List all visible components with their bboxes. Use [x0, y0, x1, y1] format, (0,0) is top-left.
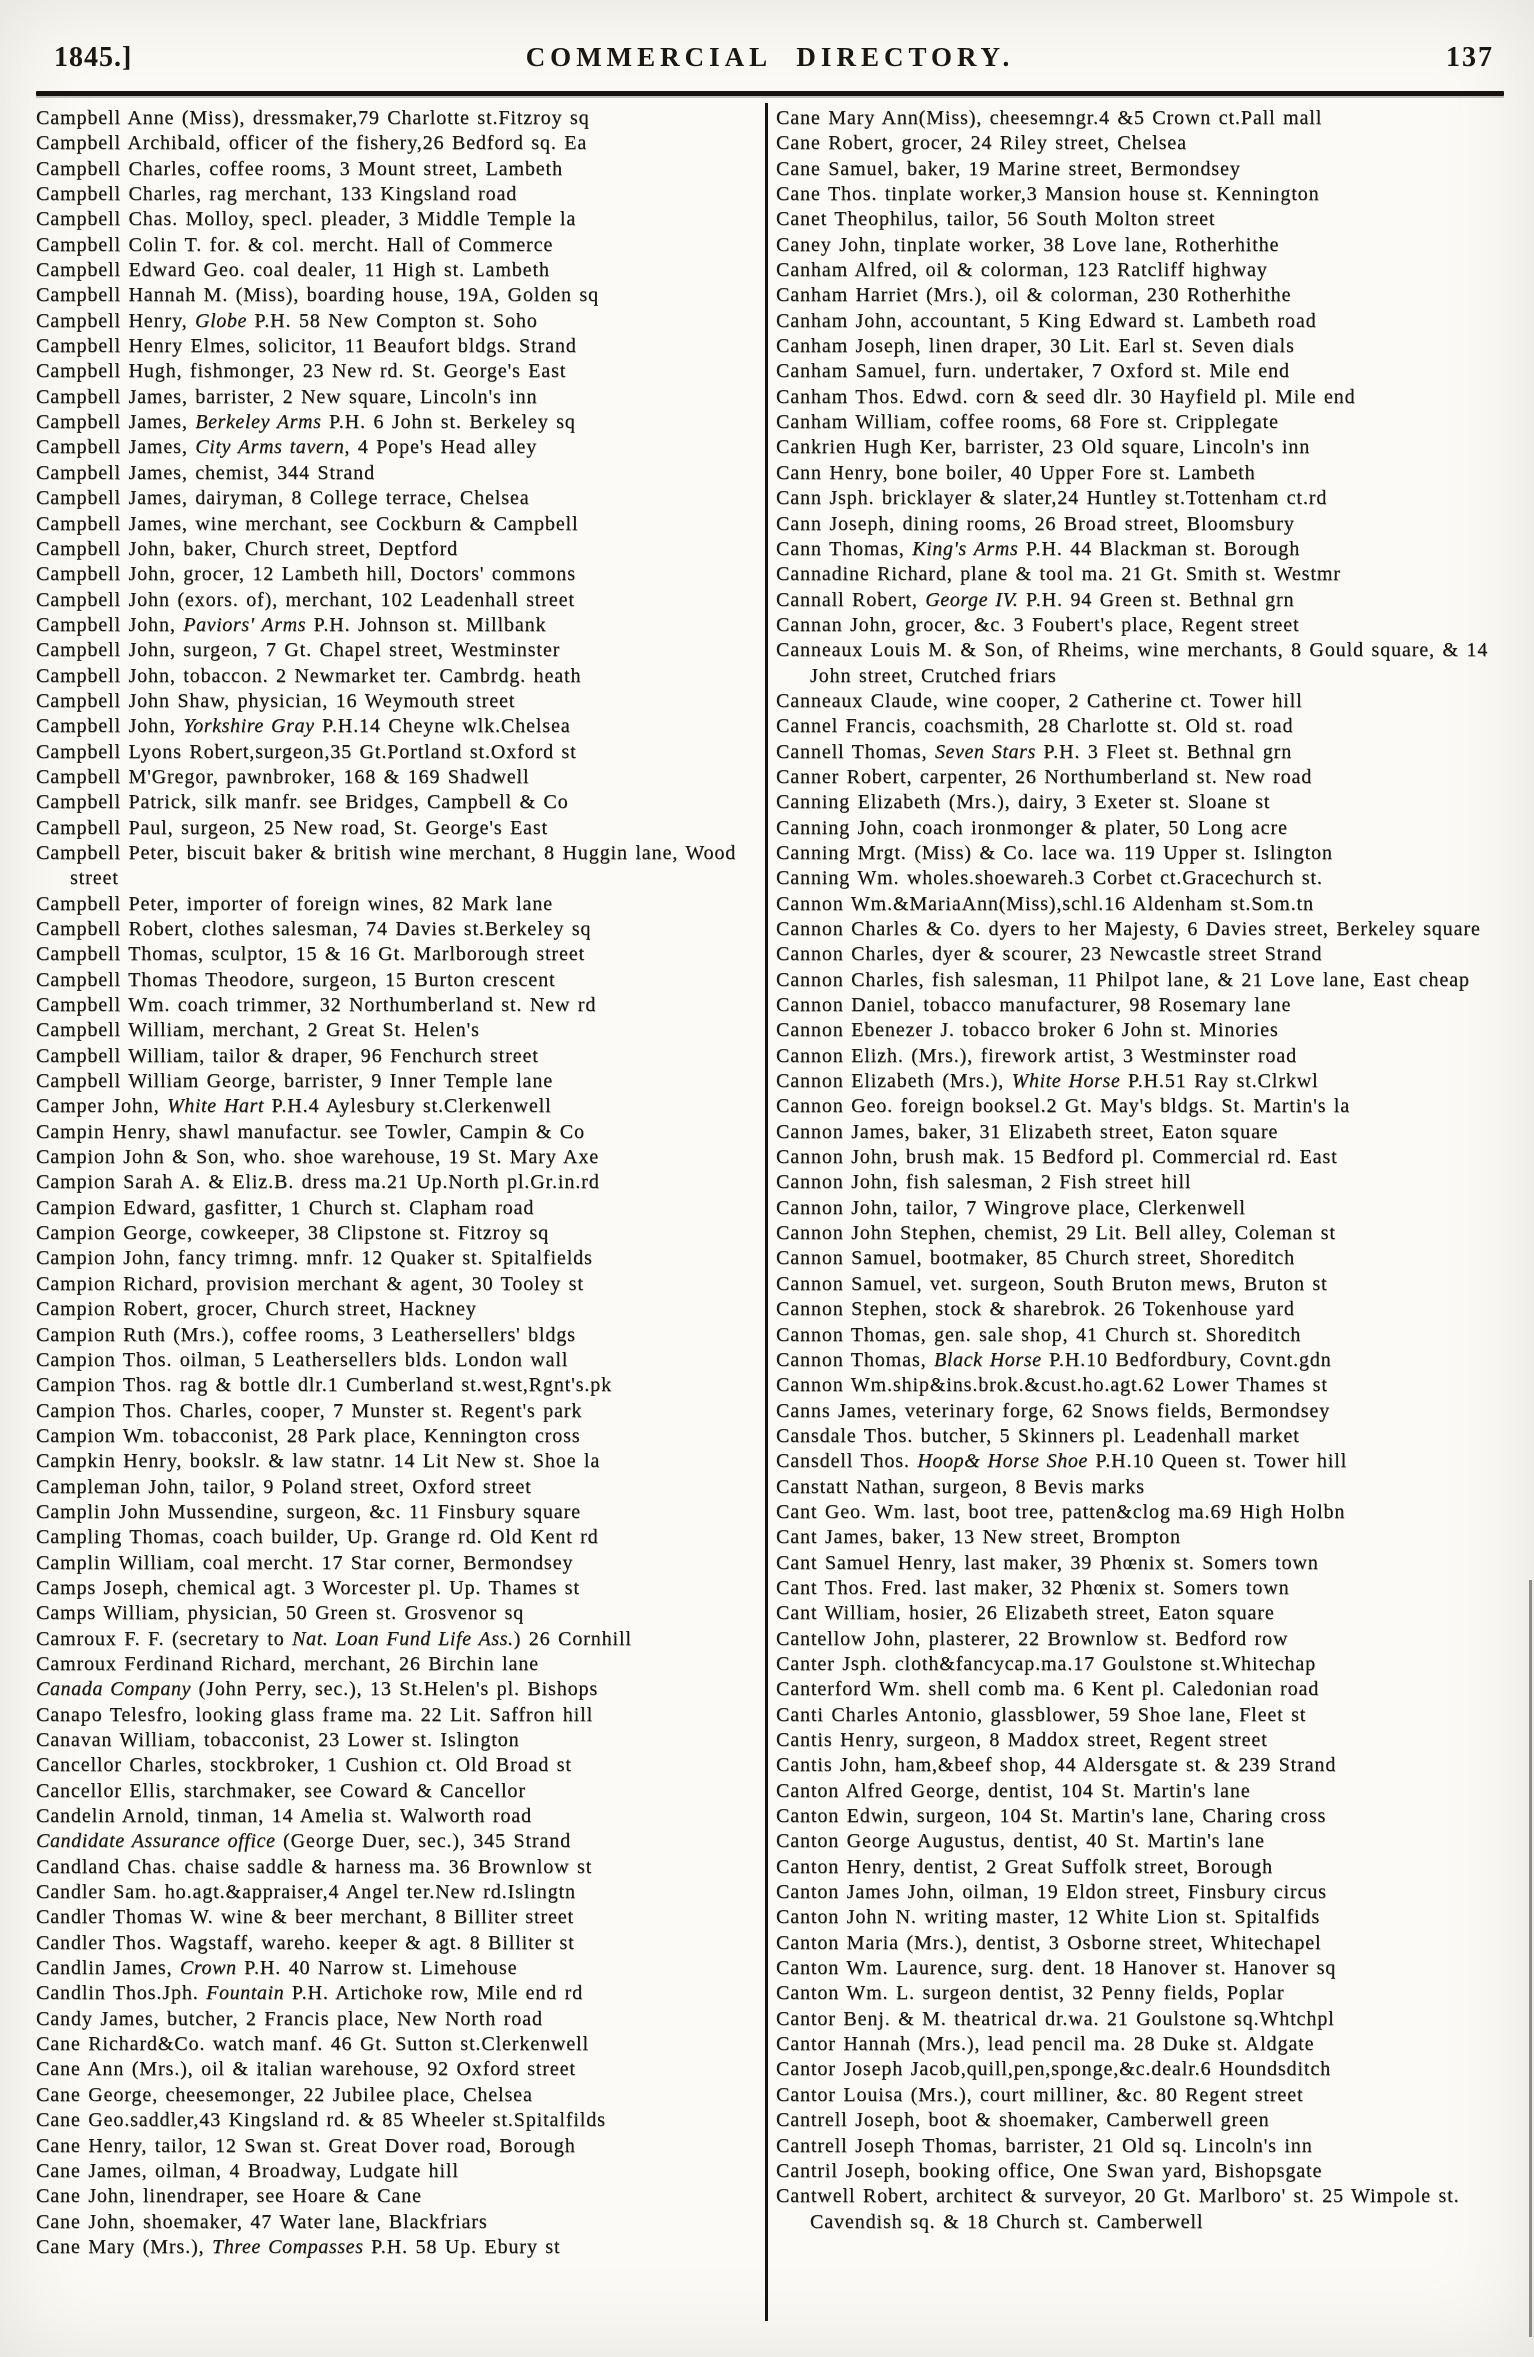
directory-entry: Cane Robert, grocer, 24 Riley street, Chelsea: [776, 132, 1187, 155]
directory-entry: Cankrien Hugh Ker, barrister, 23 Old square, Lincoln's inn: [776, 436, 1311, 459]
directory-entry: Campbell James, City Arms tavern, 4 Pope's Head alley: [36, 436, 538, 459]
directory-entry: Campbell Wm. coach trimmer, 32 Northumberland st. New rd: [36, 994, 597, 1017]
directory-entry: Camps Joseph, chemical agt. 3 Worcester pl. Up. Thames st: [36, 1576, 580, 1599]
directory-entry: Candler Sam. ho.agt.&appraiser,4 Angel ter.New rd.Islingtn: [36, 1881, 576, 1904]
directory-entry: Campbell Colin T. for. & col. mercht. Hall of Commerce: [36, 233, 554, 256]
directory-entry: Candidate Assurance office (George Duer, sec.), 345 Strand: [36, 1830, 572, 1853]
directory-entry: Cannon Samuel, bootmaker, 85 Church street, Shoreditch: [776, 1247, 1295, 1270]
directory-entry: Canter Jsph. cloth&fancycap.ma.17 Goulstone st.Whitechap: [776, 1652, 1317, 1675]
directory-entry: Campbell Patrick, silk manfr. see Bridges, Campbell & Co: [36, 791, 569, 814]
directory-entry: Cann Henry, bone boiler, 40 Upper Fore st. Lambeth: [776, 461, 1256, 484]
directory-entry: Cant Geo. Wm. last, boot tree, patten&clog ma.69 High Holbn: [776, 1500, 1346, 1523]
directory-entry: Camroux Ferdinand Richard, merchant, 26 Birchin lane: [36, 1652, 539, 1675]
directory-entry: Campbell John (exors. of), merchant, 102 Leadenhall street: [36, 588, 575, 611]
directory-entry: Campion Sarah A. & Eliz.B. dress ma.21 Up.North pl.Gr.in.rd: [36, 1171, 600, 1194]
directory-entry: Cannon Geo. foreign booksel.2 Gt. May's bldgs. St. Martin's la: [776, 1095, 1351, 1118]
directory-entry: Campbell Thomas, sculptor, 15 & 16 Gt. Marlborough street: [36, 943, 585, 966]
directory-entry: Candler Thos. Wagstaff, wareho. keeper & agt. 8 Billiter st: [36, 1931, 575, 1954]
directory-entry: Canton Wm. Laurence, surg. dent. 18 Hanover st. Hanover sq: [776, 1957, 1337, 1980]
directory-entry: Cantril Joseph, booking office, One Swan yard, Bishopsgate: [776, 2159, 1323, 2182]
directory-entry: Campbell James, dairyman, 8 College terrace, Chelsea: [36, 487, 530, 510]
directory-entry: Camplin John Mussendine, surgeon, &c. 11 Finsbury square: [36, 1500, 581, 1523]
directory-entry: Campbell Henry, Globe P.H. 58 New Compton st. Soho: [36, 309, 538, 332]
directory-entry: Campbell Archibald, officer of the fishery,26 Bedford sq. Ea: [36, 132, 588, 155]
directory-entry: Campbell Paul, surgeon, 25 New road, St. George's East: [36, 816, 548, 839]
directory-entry: Canneaux Louis M. & Son, of Rheims, wine merchants, 8 Gould square, & 14 John street, Crutched friars: [776, 639, 1489, 687]
directory-entry: Canns James, veterinary forge, 62 Snows fields, Bermondsey: [776, 1399, 1331, 1422]
directory-entry: Cane Mary Ann(Miss), cheesemngr.4 &5 Crown ct.Pall mall: [776, 107, 1323, 129]
directory-entry: Cannadine Richard, plane & tool ma. 21 Gt. Smith st. Westmr: [776, 563, 1341, 586]
directory-entry: Cane Mary (Mrs.), Three Compasses P.H. 58 Up. Ebury st: [36, 2235, 561, 2258]
directory-entry: Canton Henry, dentist, 2 Great Suffolk street, Borough: [776, 1855, 1273, 1878]
directory-entry: Canning John, coach ironmonger & plater, 50 Long acre: [776, 816, 1288, 839]
directory-entry: Canton John N. writing master, 12 White Lion st. Spitalfids: [776, 1906, 1321, 1929]
directory-entry: Cant James, baker, 13 New street, Brompton: [776, 1526, 1181, 1549]
directory-entry: Cane Geo.saddler,43 Kingsland rd. & 85 Wheeler st.Spitalfilds: [36, 2109, 606, 2132]
directory-entry: Cantor Benj. & M. theatrical dr.wa. 21 Goulstone sq.Whtchpl: [776, 2007, 1335, 2030]
directory-entry: Campbell Henry Elmes, solicitor, 11 Beaufort bldgs. Strand: [36, 335, 577, 358]
directory-entry: Cannan John, grocer, &c. 3 Foubert's place, Regent street: [776, 613, 1300, 636]
directory-entry: Canapo Telesfro, looking glass frame ma. 22 Lit. Saffron hill: [36, 1703, 594, 1726]
directory-entry: Cannon Thomas, gen. sale shop, 41 Church st. Shoreditch: [776, 1323, 1302, 1346]
directory-entry: Campion Wm. tobacconist, 28 Park place, Kennington cross: [36, 1424, 581, 1447]
directory-entry: Campion Robert, grocer, Church street, Hackney: [36, 1298, 477, 1321]
directory-entry: Cantor Joseph Jacob,quill,pen,sponge,&c.dealr.6 Houndsditch: [776, 2058, 1332, 2081]
directory-entry: Campbell John Shaw, physician, 16 Weymouth street: [36, 689, 516, 712]
directory-entry: Canham Thos. Edwd. corn & seed dlr. 30 Hayfield pl. Mile end: [776, 385, 1356, 408]
page-title: COMMERCIAL DIRECTORY.: [525, 42, 1015, 72]
directory-entry: Campion John, fancy trimng. mnfr. 12 Quaker st. Spitalfields: [36, 1247, 593, 1270]
directory-entry: Cannon Elizabeth (Mrs.), White Horse P.H.51 Ray st.Clrkwl: [776, 1070, 1319, 1093]
directory-entry: Candler Thomas W. wine & beer merchant, 8 Billiter street: [36, 1906, 574, 1929]
directory-entry: Canton George Augustus, dentist, 40 St. Martin's lane: [776, 1830, 1265, 1853]
directory-entry: Campbell James, wine merchant, see Cockburn & Campbell: [36, 512, 579, 535]
directory-entry: Cantis John, ham,&beef shop, 44 Aldersgate st. & 239 Strand: [776, 1754, 1337, 1777]
directory-entry: Cannon James, baker, 31 Elizabeth street, Eaton square: [776, 1120, 1279, 1143]
directory-entry: Cannon Samuel, vet. surgeon, South Bruton mews, Bruton st: [776, 1272, 1328, 1295]
directory-entry: Camper John, White Hart P.H.4 Aylesbury st.Clerkenwell: [36, 1095, 552, 1118]
directory-entry: Campbell John, baker, Church street, Deptford: [36, 537, 459, 560]
directory-entry: Camroux F. F. (secretary to Nat. Loan Fund Life Ass.) 26 Cornhill: [36, 1627, 632, 1650]
directory-entry: Campbell William, merchant, 2 Great St. Helen's: [36, 1019, 480, 1042]
directory-entry: Cane Henry, tailor, 12 Swan st. Great Dover road, Borough: [36, 2134, 576, 2157]
directory-entry: Cane Ann (Mrs.), oil & italian warehouse, 92 Oxford street: [36, 2058, 576, 2081]
directory-entry: Cannon Charles, dyer & scourer, 23 Newcastle street Strand: [776, 943, 1323, 966]
directory-entry: Campion John & Son, who. shoe warehouse, 19 St. Mary Axe: [36, 1146, 600, 1169]
directory-entry: Cantis Henry, surgeon, 8 Maddox street, Regent street: [776, 1729, 1268, 1751]
directory-entry: Canti Charles Antonio, glassblower, 59 Shoe lane, Fleet st: [776, 1703, 1307, 1726]
directory-entry: Campion Ruth (Mrs.), coffee rooms, 3 Leathersellers' bldgs: [36, 1323, 576, 1346]
header-rule: [36, 91, 1504, 96]
directory-entry: Canton James John, oilman, 19 Eldon street, Finsbury circus: [776, 1881, 1327, 1904]
directory-entry: Cantor Louisa (Mrs.), court milliner, &c. 80 Regent street: [776, 2083, 1304, 2106]
directory-entry: Cane Thos. tinplate worker,3 Mansion house st. Kennington: [776, 183, 1320, 206]
directory-entry: Canstatt Nathan, surgeon, 8 Bevis marks: [776, 1475, 1145, 1498]
directory-entry: Cane Richard&Co. watch manf. 46 Gt. Sutton st.Clerkenwell: [36, 2033, 589, 2056]
directory-entry: Canner Robert, carpenter, 26 Northumberland st. New road: [776, 765, 1313, 788]
directory-entry: Cane James, oilman, 4 Broadway, Ludgate hill: [36, 2159, 459, 2182]
directory-entry: Campbell M'Gregor, pawnbroker, 168 & 169 Shadwell: [36, 765, 530, 788]
directory-entry: Camps William, physician, 50 Green st. Grosvenor sq: [36, 1602, 525, 1625]
directory-entry: Canham Harriet (Mrs.), oil & colorman, 230 Rotherhithe: [776, 284, 1292, 307]
directory-entry: Cannon Thomas, Black Horse P.H.10 Bedfordbury, Covnt.gdn: [776, 1348, 1332, 1371]
directory-entry: Candelin Arnold, tinman, 14 Amelia st. Walworth road: [36, 1805, 532, 1828]
directory-entry: Campbell John, Yorkshire Gray P.H.14 Cheyne wlk.Chelsea: [36, 715, 571, 738]
directory-entry: Campbell John, Paviors' Arms P.H. Johnson st. Millbank: [36, 613, 547, 636]
directory-entry: Campbell Charles, coffee rooms, 3 Mount street, Lambeth: [36, 157, 563, 180]
directory-entry: Campion Thos. Charles, cooper, 7 Munster st. Regent's park: [36, 1399, 583, 1422]
directory-entry: Campion Thos. rag & bottle dlr.1 Cumberland st.west,Rgnt's.pk: [36, 1374, 612, 1397]
directory-entry: Cantwell Robert, architect & surveyor, 20 Gt. Marlboro' st. 25 Wimpole st. Cavendish sq. & 18 Church st. Camberwell: [776, 2185, 1460, 2233]
directory-entry: Cann Thomas, King's Arms P.H. 44 Blackman st. Borough: [776, 537, 1301, 560]
directory-entry: Cane Samuel, baker, 19 Marine street, Bermondsey: [776, 157, 1241, 180]
directory-entry: Canada Company (John Perry, sec.), 13 St.Helen's pl. Bishops: [36, 1678, 599, 1701]
directory-entry: Canet Theophilus, tailor, 56 South Molton street: [776, 208, 1216, 231]
directory-entry: Cannon John, brush mak. 15 Bedford pl. Commercial rd. East: [776, 1146, 1338, 1169]
directory-entry: Campion George, cowkeeper, 38 Clipstone st. Fitzroy sq: [36, 1222, 550, 1245]
directory-entry: Canham John, accountant, 5 King Edward st. Lambeth road: [776, 309, 1317, 332]
left-column: [36, 103, 765, 2260]
directory-entry: Cannel Francis, coachsmith, 28 Charlotte st. Old st. road: [776, 715, 1294, 738]
directory-entry: Cannon Charles, fish salesman, 11 Philpot lane, & 21 Love lane, East cheap: [776, 968, 1470, 991]
directory-entry: Cannon Ebenezer J. tobacco broker 6 John st. Minories: [776, 1019, 1279, 1042]
directory-entry: Canton Wm. L. surgeon dentist, 32 Penny fields, Poplar: [776, 1982, 1285, 2005]
directory-entry: Campin Henry, shawl manufactur. see Towler, Campin & Co: [36, 1120, 585, 1143]
directory-entry: Cannon John, tailor, 7 Wingrove place, Clerkenwell: [776, 1196, 1246, 1219]
directory-entry: Campbell Anne (Miss), dressmaker,79 Charlotte st.Fitzroy sq: [36, 107, 590, 129]
directory-entry: Cannon Elizh. (Mrs.), firework artist, 3 Westminster road: [776, 1044, 1297, 1067]
directory-entry: Cansdell Thos. Hoop& Horse Shoe P.H.10 Queen st. Tower hill: [776, 1450, 1348, 1473]
directory-entry: Campbell William George, barrister, 9 Inner Temple lane: [36, 1070, 553, 1093]
directory-entry: Campbell William, tailor & draper, 96 Fenchurch street: [36, 1044, 539, 1067]
directory-entry: Cann Jsph. bricklayer & slater,24 Huntley st.Tottenham ct.rd: [776, 487, 1328, 510]
directory-entry: Cantrell Joseph, boot & shoemaker, Camberwell green: [776, 2109, 1270, 2132]
directory-entry: Cannon Wm.&MariaAnn(Miss),schl.16 Aldenham st.Som.tn: [776, 892, 1314, 915]
directory-entry: Campbell Peter, importer of foreign wines, 82 Mark lane: [36, 892, 553, 915]
directory-entry: Campion Edward, gasfitter, 1 Church st. Clapham road: [36, 1196, 535, 1219]
directory-entry: Cancellor Ellis, starchmaker, see Coward & Cancellor: [36, 1779, 526, 1802]
edition-year: 1845.]: [54, 42, 133, 73]
directory-columns: [36, 103, 1520, 2357]
directory-entry: Canham Joseph, linen draper, 30 Lit. Earl st. Seven dials: [776, 335, 1295, 358]
directory-entry: Cannon Daniel, tobacco manufacturer, 98 Rosemary lane: [776, 994, 1292, 1017]
directory-entry: Campbell Hugh, fishmonger, 23 New rd. St. George's East: [36, 360, 567, 383]
directory-entry: Candland Chas. chaise saddle & harness ma. 36 Brownlow st: [36, 1855, 593, 1878]
directory-entry: Campbell James, Berkeley Arms P.H. 6 John st. Berkeley sq: [36, 411, 576, 434]
directory-entry: Campbell Charles, rag merchant, 133 Kingsland road: [36, 183, 518, 206]
directory-entry: Canterford Wm. shell comb ma. 6 Kent pl. Caledonian road: [776, 1678, 1320, 1701]
directory-entry: Campling Thomas, coach builder, Up. Grange rd. Old Kent rd: [36, 1526, 599, 1549]
directory-entry: Camplin William, coal mercht. 17 Star corner, Bermondsey: [36, 1551, 574, 1574]
directory-entry: Cane George, cheesemonger, 22 Jubilee place, Chelsea: [36, 2083, 533, 2106]
directory-entry: Cannell Thomas, Seven Stars P.H. 3 Fleet st. Bethnal grn: [776, 740, 1293, 763]
directory-entry: Canton Maria (Mrs.), dentist, 3 Osborne street, Whitechapel: [776, 1931, 1322, 1954]
directory-entry: Campion Richard, provision merchant & agent, 30 Tooley st: [36, 1272, 584, 1295]
directory-entry: Campbell James, chemist, 344 Strand: [36, 461, 375, 484]
directory-entry: Cansdale Thos. butcher, 5 Skinners pl. Leadenhall market: [776, 1424, 1300, 1447]
directory-entry: Canneaux Claude, wine cooper, 2 Catherine ct. Tower hill: [776, 689, 1303, 712]
directory-entry: Cannon Charles & Co. dyers to her Majesty, 6 Davies street, Berkeley square: [776, 918, 1481, 940]
directory-entry: Campbell Robert, clothes salesman, 74 Davies st.Berkeley sq: [36, 918, 592, 940]
directory-entry: Candlin Thos.Jph. Fountain P.H. Artichoke row, Mile end rd: [36, 1982, 584, 2005]
directory-entry: Campbell John, surgeon, 7 Gt. Chapel street, Westminster: [36, 639, 561, 662]
directory-entry: Canning Wm. wholes.shoewareh.3 Corbet ct.Gracechurch st.: [776, 867, 1323, 890]
directory-entry: Campbell Hannah M. (Miss), boarding house, 19A, Golden sq: [36, 284, 599, 307]
directory-entry: Canton Edwin, surgeon, 104 St. Martin's lane, Charing cross: [776, 1805, 1327, 1828]
directory-entry: Campbell James, barrister, 2 New square, Lincoln's inn: [36, 385, 538, 408]
right-column: [765, 103, 1494, 2321]
directory-entry: Cantrell Joseph Thomas, barrister, 21 Old sq. Lincoln's inn: [776, 2134, 1313, 2157]
directory-entry: Campbell Lyons Robert,surgeon,35 Gt.Portland st.Oxford st: [36, 740, 577, 763]
directory-entry: Campbell Thomas Theodore, surgeon, 15 Burton crescent: [36, 968, 556, 991]
directory-entry: Cantor Hannah (Mrs.), lead pencil ma. 28 Duke st. Aldgate: [776, 2033, 1315, 2056]
directory-entry: Cantellow John, plasterer, 22 Brownlow st. Bedford row: [776, 1627, 1289, 1650]
directory-entry: Cant Samuel Henry, last maker, 39 Phœnix st. Somers town: [776, 1551, 1319, 1574]
directory-entry: Canham Samuel, furn. undertaker, 7 Oxford st. Mile end: [776, 360, 1290, 383]
directory-entry: Canning Mrgt. (Miss) & Co. lace wa. 119 Upper st. Islington: [776, 841, 1333, 864]
directory-entry: Campbell John, tobaccon. 2 Newmarket ter. Cambrdg. heath: [36, 664, 582, 687]
directory-entry: Cannall Robert, George IV. P.H. 94 Green st. Bethnal grn: [776, 588, 1295, 611]
directory-entry: Cane John, shoemaker, 47 Water lane, Blackfriars: [36, 2210, 488, 2233]
directory-entry: Candy James, butcher, 2 Francis place, New North road: [36, 2007, 543, 2030]
directory-entry: Cannon Wm.ship&ins.brok.&cust.ho.agt.62 Lower Thames st: [776, 1374, 1328, 1397]
directory-entry: Campkin Henry, bookslr. & law statnr. 14 Lit New st. Shoe la: [36, 1450, 601, 1473]
directory-entry: Candlin James, Crown P.H. 40 Narrow st. Limehouse: [36, 1957, 518, 1980]
directory-entry: Cane John, linendraper, see Hoare & Cane: [36, 2185, 422, 2208]
directory-entry: Campleman John, tailor, 9 Poland street, Oxford street: [36, 1475, 532, 1498]
directory-entry: Canavan William, tobacconist, 23 Lower st. Islington: [36, 1729, 520, 1751]
scan-edge-artifact: [1529, 1580, 1532, 2337]
directory-entry: Cannon John, fish salesman, 2 Fish street hill: [776, 1171, 1192, 1194]
directory-entry: Caney John, tinplate worker, 38 Love lane, Rotherhithe: [776, 233, 1280, 256]
directory-entry: Canham Alfred, oil & colorman, 123 Ratcliff highway: [776, 259, 1268, 282]
directory-entry: Cant William, hosier, 26 Elizabeth street, Eaton square: [776, 1602, 1275, 1625]
directory-entry: Cancellor Charles, stockbroker, 1 Cushion ct. Old Broad st: [36, 1754, 572, 1777]
directory-entry: Campbell Peter, biscuit baker & british wine merchant, 8 Huggin lane, Wood street: [36, 841, 737, 890]
directory-entry: Cant Thos. Fred. last maker, 32 Phœnix st. Somers town: [776, 1576, 1290, 1599]
page-number: 137: [1446, 42, 1494, 73]
directory-entry: Canham William, coffee rooms, 68 Fore st. Cripplegate: [776, 411, 1279, 434]
directory-entry: Cannon John Stephen, chemist, 29 Lit. Bell alley, Coleman st: [776, 1222, 1336, 1245]
directory-entry: Campbell John, grocer, 12 Lambeth hill, Doctors' commons: [36, 563, 576, 586]
directory-entry: Campion Thos. oilman, 5 Leathersellers blds. London wall: [36, 1348, 569, 1371]
directory-entry: Cannon Stephen, stock & sharebrok. 26 Tokenhouse yard: [776, 1298, 1295, 1321]
page-header: [40, 42, 1500, 82]
directory-entry: Campbell Edward Geo. coal dealer, 11 High st. Lambeth: [36, 259, 550, 282]
directory-entry: Canning Elizabeth (Mrs.), dairy, 3 Exeter st. Sloane st: [776, 791, 1271, 814]
directory-entry: Canton Alfred George, dentist, 104 St. Martin's lane: [776, 1779, 1251, 1802]
directory-entry: Cann Joseph, dining rooms, 26 Broad street, Bloomsbury: [776, 512, 1295, 535]
directory-entry: Campbell Chas. Molloy, specl. pleader, 3 Middle Temple la: [36, 208, 577, 231]
